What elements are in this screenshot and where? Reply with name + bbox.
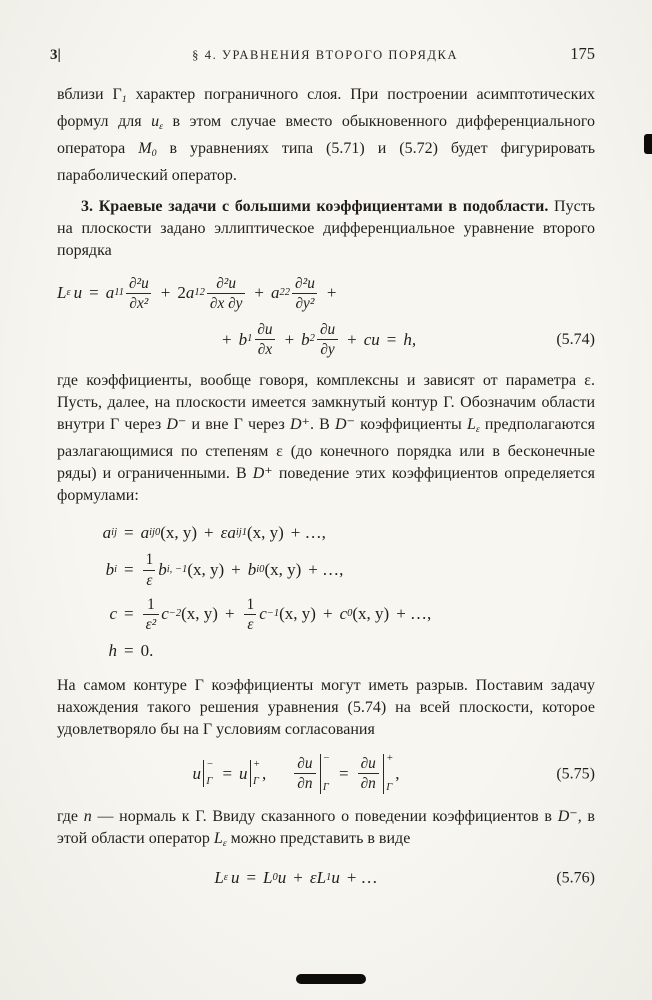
ellipsis: + …, xyxy=(308,560,344,579)
var-h: h xyxy=(108,640,117,660)
denominator: ∂n xyxy=(358,773,379,792)
operator-L: L xyxy=(57,283,67,303)
args-xy: (x, y) xyxy=(264,560,302,579)
plus-sign: + xyxy=(347,329,357,349)
equation-number-5-76: (5.76) xyxy=(556,869,595,887)
subscript-minus1: −1 xyxy=(266,608,280,620)
equals-sign: = xyxy=(246,867,257,887)
equation-5-74 xyxy=(57,275,595,359)
subscript-gamma: Γ xyxy=(386,782,393,794)
text-segment: предполагаются разлагающимися по степеням ε (до конечного порядка или в бесконечные ряды) и ограниченными. В xyxy=(57,416,595,483)
subscript-epsilon: ε xyxy=(159,120,164,132)
plus-sign: + xyxy=(284,329,295,349)
denominator: ∂x xyxy=(255,339,275,358)
text-segment: в этом случае вместо обыкновенного дифференциального оператора xyxy=(57,112,595,157)
term-h: h, xyxy=(403,329,417,349)
equals-sign: = xyxy=(222,763,233,783)
fraction-d2u-dy2 xyxy=(292,275,318,312)
superscript-minus: − xyxy=(206,759,214,771)
subscript-i0: i0 xyxy=(256,564,265,575)
coef-2: 2 xyxy=(177,283,186,303)
operator-L0: L xyxy=(263,867,273,887)
args-xy: (x, y) xyxy=(352,604,390,624)
ellipsis: + …, xyxy=(290,523,326,543)
text-segment: и вне Γ через xyxy=(186,416,290,434)
equation-5-75 xyxy=(57,754,595,794)
subscript-2: 2 xyxy=(309,333,315,345)
plus-sign: + xyxy=(254,283,265,303)
domain-d-minus: D⁻ xyxy=(166,416,187,434)
subscript-minus2: −2 xyxy=(168,608,182,620)
coef-line-c xyxy=(83,596,595,633)
equation-5-76 xyxy=(57,868,595,888)
epsilon: ε xyxy=(309,867,317,887)
plus-sign: + xyxy=(204,523,214,543)
equals-sign: = xyxy=(89,283,99,303)
fraction-du-dn xyxy=(294,755,315,792)
denominator: ∂x ∂y xyxy=(207,293,246,312)
lhs-h xyxy=(83,640,117,662)
plus-sign: + xyxy=(222,329,232,349)
text-segment: , в этой области оператор xyxy=(57,807,595,847)
subscript-1: 1 xyxy=(326,871,332,883)
paragraph-4: На самом контуре Γ коэффициенты могут иметь разрыв. Поставим задачу нахождения такого решения уравнения (5.74) на всей плоскости, которое удовлетворяло бы на Γ условиям согласования xyxy=(57,676,595,738)
subscript-1: 1 xyxy=(247,333,253,345)
ellipsis: + …, xyxy=(396,604,432,624)
text-segment: где коэффициенты, вообще говоря, комплексны и зависят от параметра ε. Пусть, далее, на плоскости имеется замкнутый контур Γ. Обозначим области внутри Γ через xyxy=(57,372,595,434)
plus-sign: + xyxy=(224,604,235,624)
domain-d-minus: D⁻ xyxy=(557,807,578,825)
var-a: a xyxy=(102,523,112,543)
domain-d-plus: D⁺ xyxy=(252,465,273,483)
superscript-plus: + xyxy=(252,759,261,771)
subscript-0: 0 xyxy=(151,147,157,159)
text-segment: Пусть на плоскости задано эллиптическое дифференциальное уравнение второго порядка xyxy=(57,197,595,259)
coefficient-formulas xyxy=(83,522,595,662)
eq-5-74-line-2 xyxy=(57,321,595,358)
subscript-epsilon: ε xyxy=(222,837,227,849)
denominator: ε xyxy=(143,570,155,589)
var-u: u xyxy=(73,283,83,303)
subscript-ij: ij xyxy=(111,527,117,539)
page-number: 175 xyxy=(570,44,595,63)
operator-L: L xyxy=(213,829,223,847)
equals-sign: = xyxy=(386,329,397,349)
subscript-12: 12 xyxy=(194,287,205,299)
paragraph-2-section-heading xyxy=(57,196,595,262)
numerator: 1 xyxy=(147,595,155,613)
term-c-minus2: c xyxy=(161,604,169,624)
math-gamma: Γ xyxy=(112,86,122,103)
term-aij1: a xyxy=(227,523,236,543)
fraction-d2u-dx2 xyxy=(126,275,152,312)
equals-sign: = xyxy=(124,640,134,660)
paragraph-3 xyxy=(57,370,595,507)
coef-b1: b xyxy=(238,329,248,349)
text-segment: где xyxy=(57,807,84,825)
args-xy: (x, y) xyxy=(187,560,225,579)
subscript-22: 22 xyxy=(279,287,291,299)
domain-d-plus: D⁺ xyxy=(289,416,310,434)
eq-5-74-line-1 xyxy=(57,275,595,312)
comma: , xyxy=(262,763,267,783)
ellipsis: + … xyxy=(346,867,378,887)
term-bi0: b xyxy=(247,560,257,579)
numerator: ∂u xyxy=(257,321,273,339)
restriction-bar-minus-gamma xyxy=(203,760,213,787)
numerator: 1 xyxy=(246,595,255,613)
paragraph-5 xyxy=(57,806,595,855)
text-segment: вблизи xyxy=(57,86,113,103)
text-segment: коэффициенты xyxy=(354,416,467,434)
text-segment: поведение этих коэффициентов определяется формулами: xyxy=(57,465,595,505)
subscript-gamma: Γ xyxy=(206,775,213,787)
lhs-bi xyxy=(83,559,117,581)
operator-M0: M xyxy=(138,139,152,157)
subscript-11: 11 xyxy=(114,287,124,299)
var-u: u xyxy=(192,763,201,783)
equals-sign: = xyxy=(124,523,134,543)
plus-sign: + xyxy=(322,604,333,624)
numerator: ∂²u xyxy=(295,274,315,292)
subscript-epsilon: ε xyxy=(223,871,228,883)
plus-sign: + xyxy=(293,867,303,887)
var-u: u xyxy=(230,867,240,887)
coef-a12: a xyxy=(185,283,195,303)
restriction-bar-plus-gamma xyxy=(383,754,393,794)
text-segment: . В xyxy=(309,416,335,434)
scan-artifact-bottom xyxy=(296,974,366,984)
subscript-epsilon: ε xyxy=(475,424,480,436)
coef-line-bi xyxy=(83,551,595,588)
denominator: ∂y² xyxy=(292,293,317,312)
equation-number-5-74: (5.74) xyxy=(556,331,595,349)
coef-a22: a xyxy=(271,283,280,303)
numerator: ∂u xyxy=(297,755,313,773)
numerator: 1 xyxy=(145,551,154,569)
args-xy: (x, y) xyxy=(279,604,316,624)
term-c0: c xyxy=(339,604,348,624)
lhs-c xyxy=(83,603,117,625)
fraction-1-eps xyxy=(244,596,258,633)
var-n: n xyxy=(83,807,92,825)
domain-d-minus: D⁻ xyxy=(334,416,355,434)
fraction-1-eps xyxy=(143,551,157,588)
coef-line-h xyxy=(83,640,595,662)
args-xy: (x, y) xyxy=(160,523,198,543)
var-u: u xyxy=(239,763,248,783)
text-segment: — нормаль к Γ. Ввиду сказанного о поведении коэффициентов в xyxy=(91,807,558,825)
equals-sign: = xyxy=(124,560,134,579)
numerator: ∂²u xyxy=(128,274,149,292)
fraction-1-eps2 xyxy=(143,596,160,633)
term-aij0: a xyxy=(140,523,150,543)
term-cu: cu xyxy=(363,329,380,349)
scan-artifact-right-edge xyxy=(644,134,652,154)
subscript-gamma: Γ xyxy=(252,775,259,787)
args-xy: (x, y) xyxy=(246,523,284,543)
page-header xyxy=(0,0,652,64)
text-segment: можно представить в виде xyxy=(226,829,411,847)
superscript-minus: − xyxy=(322,752,330,764)
numerator: ∂u xyxy=(360,755,376,773)
coef-b2: b xyxy=(301,329,310,349)
fraction-du-dn xyxy=(358,755,379,792)
var-u: u xyxy=(151,112,160,130)
operator-L1: L xyxy=(316,867,327,887)
paragraph-1 xyxy=(57,84,595,187)
subscript-0: 0 xyxy=(272,871,278,883)
operator-L: L xyxy=(214,867,224,887)
comma: , xyxy=(395,763,400,783)
var-u: u xyxy=(331,867,340,887)
coef-a11: a xyxy=(105,283,115,303)
restriction-bar-plus-gamma xyxy=(250,760,260,787)
running-title: § 4. УРАВНЕНИЯ ВТОРОГО ПОРЯДКА xyxy=(192,48,459,62)
var-b: b xyxy=(105,560,115,579)
denominator: ∂n xyxy=(294,773,315,792)
denominator: ∂y xyxy=(317,339,337,358)
numerator: ∂²u xyxy=(216,274,237,292)
signature-mark: 3| xyxy=(50,47,61,63)
subscript-i: i xyxy=(114,564,117,575)
denominator: ∂x² xyxy=(126,293,151,312)
lhs-aij xyxy=(83,522,117,544)
coef-line-aij xyxy=(83,522,595,544)
value-zero: 0. xyxy=(140,640,154,660)
var-c: c xyxy=(109,604,117,624)
subscript-1: 1 xyxy=(121,93,127,105)
superscript-plus: + xyxy=(386,752,394,764)
var-u: u xyxy=(277,867,287,887)
page-body xyxy=(0,64,652,888)
subscript-ij0: ij0 xyxy=(149,527,161,539)
numerator: ∂u xyxy=(319,321,336,339)
text-segment: характер пограничного слоя. При построении асимптотических формул для xyxy=(57,86,595,130)
subscript-ij1: ij1 xyxy=(235,527,247,539)
denominator: ε xyxy=(244,614,256,633)
plus-sign: + xyxy=(326,283,337,303)
restriction-bar-minus-gamma xyxy=(320,754,330,794)
subscript-epsilon: ε xyxy=(66,287,71,299)
text-segment: в уравнениях типа (5.71) и (5.72) будет фигурировать параболический оператор. xyxy=(57,139,596,184)
denominator: ε² xyxy=(143,614,160,633)
term-bi-minus1: b xyxy=(158,560,167,579)
plus-sign: + xyxy=(160,283,171,303)
equals-sign: = xyxy=(124,604,134,624)
equals-sign: = xyxy=(338,763,349,783)
fraction-du-dy xyxy=(317,321,338,358)
operator-L: L xyxy=(466,416,476,434)
subscript-0: 0 xyxy=(347,608,353,620)
epsilon: ε xyxy=(220,523,228,543)
fraction-du-dx xyxy=(254,321,275,358)
equation-number-5-75: (5.75) xyxy=(556,765,595,783)
fraction-d2u-dxdy xyxy=(207,275,246,312)
args-xy: (x, y) xyxy=(181,604,218,624)
plus-sign: + xyxy=(231,560,241,579)
section-heading-bold: 3. Краевые задачи с большими коэффициентами в подобласти. xyxy=(81,197,549,215)
term-c-minus1: c xyxy=(259,604,267,624)
subscript-gamma: Γ xyxy=(322,782,329,794)
subscript-i-minus1: i, −1 xyxy=(166,564,188,575)
